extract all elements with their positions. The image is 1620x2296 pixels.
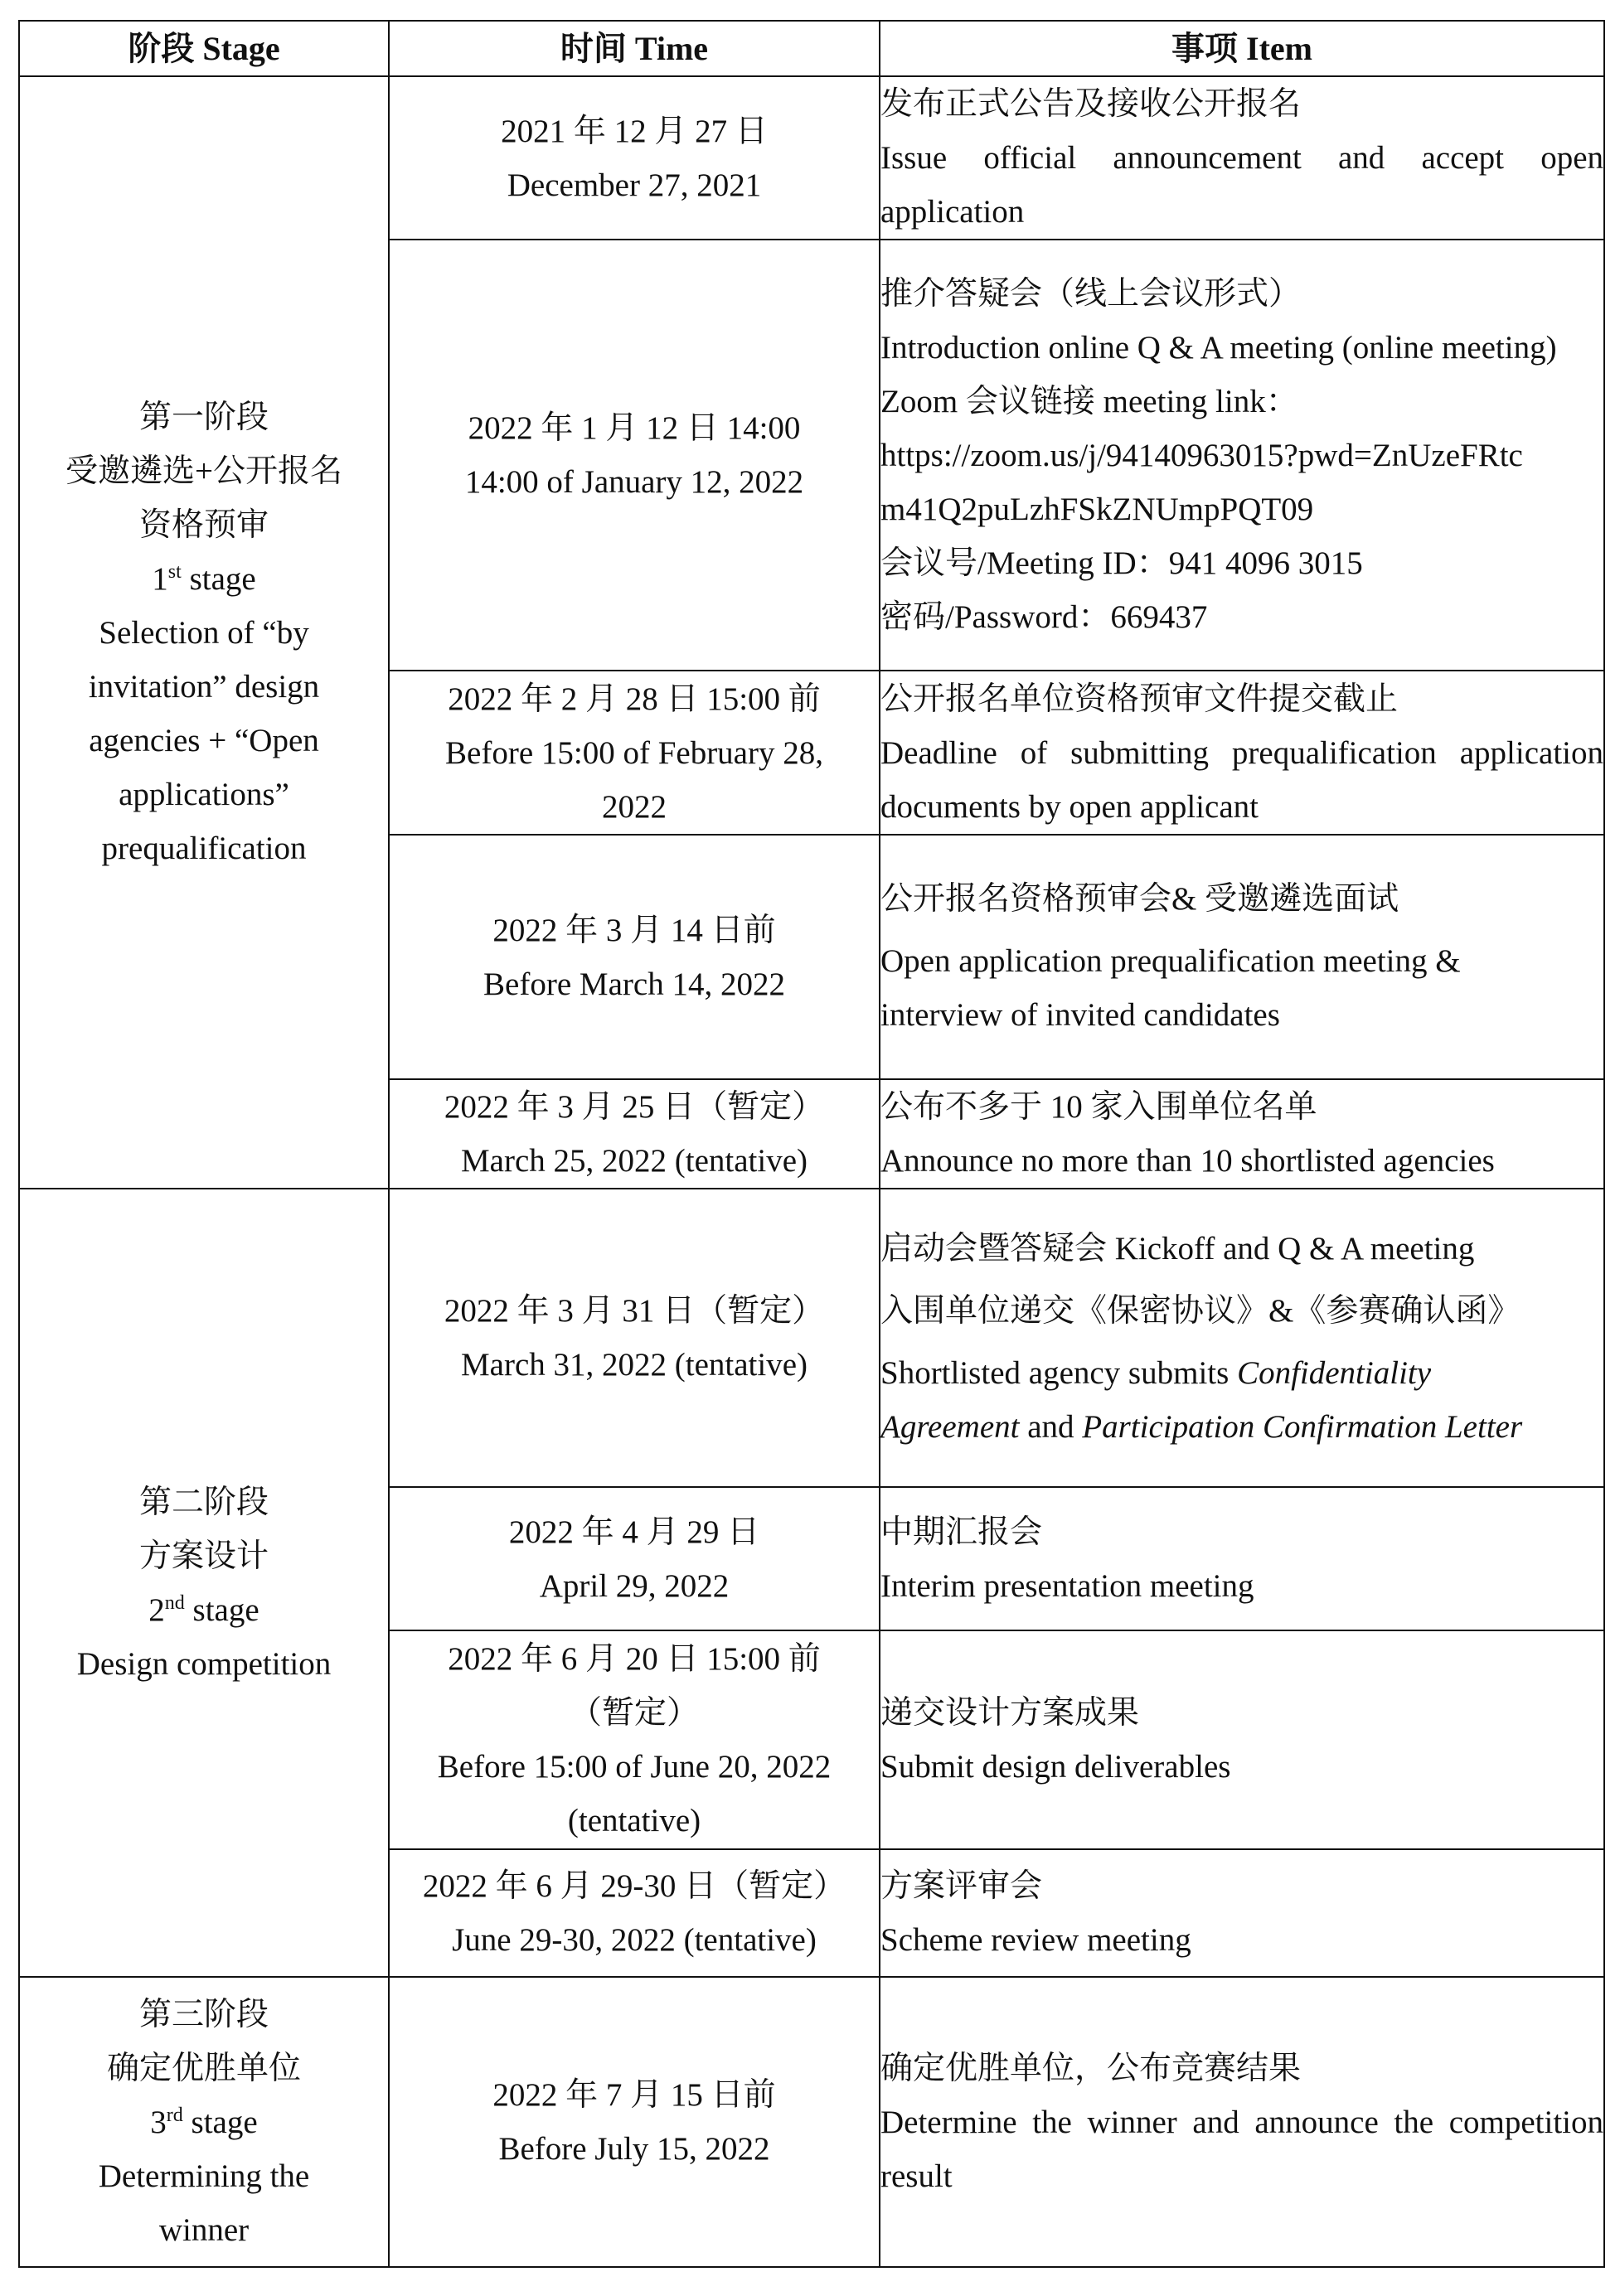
item-cell	[880, 1079, 1604, 1189]
item-cn: 公开报名单位资格预审文件提交截止	[880, 681, 1399, 717]
zoom-link-url-cont[interactable]: m41Q2puLzhFSkZNUmpPQT09	[880, 491, 1314, 527]
table-row	[19, 1977, 1604, 2267]
time-en: Before July 15, 2022	[498, 2131, 770, 2167]
time-cell	[389, 835, 880, 1079]
stage-2-cn-title: 第二阶段	[138, 1484, 269, 1520]
item-en: Introduction online Q & A meeting (online meeting)	[880, 329, 1557, 366]
time-cell	[389, 1487, 880, 1630]
stage-3-ordinal: 3rd stage	[150, 2104, 258, 2140]
time-cn: 2022 年 3 月 31 日（暂定）	[444, 1293, 825, 1329]
time-cell	[389, 76, 880, 240]
time-en: Before March 14, 2022	[483, 966, 785, 1002]
time-cell	[389, 1079, 880, 1189]
stage-3-en-line: Determining the	[98, 2158, 310, 2194]
item-cn: 中期汇报会	[880, 1514, 1043, 1550]
item-cn: 公布不多于 10 家入围单位名单	[880, 1089, 1317, 1125]
item-en: Scheme review meeting	[880, 1922, 1191, 1958]
stage-1-en-line: applications”	[119, 776, 289, 812]
stage-3-cn-line2: 确定优胜单位	[106, 2050, 301, 2086]
time-cn: 2021 年 12 月 27 日	[501, 113, 768, 149]
stage-1-en-line: invitation” design	[88, 668, 320, 705]
item-cn-agreement: 入围单位递交《保密协议》&《参赛确认函》	[880, 1293, 1521, 1329]
competition-schedule-table	[18, 20, 1605, 2268]
time-cell	[389, 671, 880, 835]
table-header-row	[19, 21, 1604, 76]
item-en-agreement-cont: Agreement and Participation Confirmation Letter	[880, 1409, 1523, 1445]
stage-1-en-line: prequalification	[101, 830, 307, 866]
stage-1-ordinal: 1st stage	[152, 560, 256, 597]
time-cn: 2022 年 3 月 14 日前	[492, 912, 776, 948]
item-en: Interim presentation meeting	[880, 1567, 1254, 1604]
item-cell	[880, 1977, 1604, 2267]
table-row	[19, 1189, 1604, 1487]
time-cn: 2022 年 2 月 28 日 15:00 前	[448, 681, 821, 717]
header-stage: 阶段 Stage	[19, 21, 389, 76]
time-en: December 27, 2021	[507, 167, 762, 203]
header-item: 事项 Item	[880, 21, 1604, 76]
stage-1-cn-line3: 资格预审	[138, 506, 269, 543]
item-cn: 发布正式公告及接收公开报名	[880, 86, 1302, 122]
time-en: April 29, 2022	[539, 1567, 730, 1604]
time-cn-cont: （暂定）	[569, 1695, 699, 1731]
item-en-cont: interview of invited candidates	[880, 997, 1280, 1033]
stage-2-ordinal: 2nd stage	[148, 1591, 259, 1628]
item-cell	[880, 240, 1604, 671]
time-cell	[389, 1849, 880, 1977]
time-cn: 2022 年 6 月 29-30 日（暂定）	[422, 1868, 846, 1904]
time-cell	[389, 240, 880, 671]
item-cn: 推介答疑会（线上会议形式）	[880, 275, 1302, 312]
stage-2-cell	[19, 1189, 389, 1977]
stage-3-en-line: winner	[158, 2211, 250, 2248]
item-cell	[880, 1487, 1604, 1630]
stage-3-cell	[19, 1977, 389, 2267]
item-en: Open application prequalification meeting &	[880, 943, 1461, 979]
item-en: Determine the winner and announce the competition result	[880, 2104, 1603, 2194]
item-en-agreement: Shortlisted agency submits Confidentiality	[880, 1355, 1432, 1391]
time-en: 14:00 of January 12, 2022	[464, 464, 804, 500]
item-cell	[880, 1630, 1604, 1849]
time-cell	[389, 1630, 880, 1849]
zoom-link-label: Zoom 会议链接 meeting link：	[880, 383, 1298, 419]
item-cell	[880, 671, 1604, 835]
item-cell	[880, 1189, 1604, 1487]
time-en: Before 15:00 of February 28,	[445, 734, 823, 771]
item-cell	[880, 835, 1604, 1079]
time-cn: 2022 年 6 月 20 日 15:00 前	[448, 1641, 821, 1677]
time-en: June 29-30, 2022 (tentative)	[452, 1922, 817, 1958]
time-cn: 2022 年 1 月 12 日 14:00	[468, 410, 801, 446]
stage-1-cn-title: 第一阶段	[138, 399, 269, 435]
time-cn: 2022 年 3 月 25 日（暂定）	[444, 1089, 825, 1125]
meeting-password: 密码/Password：669437	[880, 598, 1208, 635]
stage-2-cn-line2: 方案设计	[138, 1538, 269, 1574]
item-cn: 递交设计方案成果	[880, 1695, 1140, 1731]
time-cell	[389, 1977, 880, 2267]
item-en: Submit design deliverables	[880, 1749, 1231, 1785]
item-cn: 方案评审会	[880, 1868, 1043, 1904]
stage-1-en-line: Selection of “by	[99, 614, 309, 651]
item-en: Deadline of submitting prequalification application documents by open applicant	[880, 734, 1603, 825]
stage-1-en-line: agencies + “Open	[89, 722, 319, 758]
zoom-link-url[interactable]: https://zoom.us/j/94140963015?pwd=ZnUzeFRtc	[880, 437, 1523, 473]
item-en: Issue official announcement and accept open application	[880, 140, 1603, 230]
time-en-cont: (tentative)	[567, 1803, 701, 1838]
stage-1-cell	[19, 76, 389, 1189]
item-cell	[880, 76, 1604, 240]
stage-3-cn-title: 第三阶段	[138, 1996, 269, 2032]
item-en: Announce no more than 10 shortlisted agencies	[880, 1143, 1495, 1179]
time-cell	[389, 1189, 880, 1487]
stage-2-en-line: Design competition	[76, 1645, 332, 1682]
item-cell	[880, 1849, 1604, 1977]
stage-1-cn-line2: 受邀遴选+公开报名	[65, 453, 342, 489]
item-cn: 确定优胜单位，公布竞赛结果	[880, 2050, 1302, 2086]
item-cn: 公开报名资格预审会& 受邀遴选面试	[880, 881, 1399, 917]
item-kickoff: 启动会暨答疑会 Kickoff and Q & A meeting	[880, 1231, 1475, 1267]
time-en: March 25, 2022 (tentative)	[460, 1143, 808, 1179]
time-en-cont: 2022	[602, 788, 667, 825]
time-cn: 2022 年 7 月 15 日前	[492, 2077, 776, 2113]
header-time: 时间 Time	[389, 21, 880, 76]
meeting-id: 会议号/Meeting ID：941 4096 3015	[880, 545, 1363, 581]
table-row	[19, 76, 1604, 240]
time-en: March 31, 2022 (tentative)	[460, 1347, 808, 1383]
time-en: Before 15:00 of June 20, 2022	[437, 1749, 832, 1785]
time-cn: 2022 年 4 月 29 日	[508, 1514, 760, 1550]
